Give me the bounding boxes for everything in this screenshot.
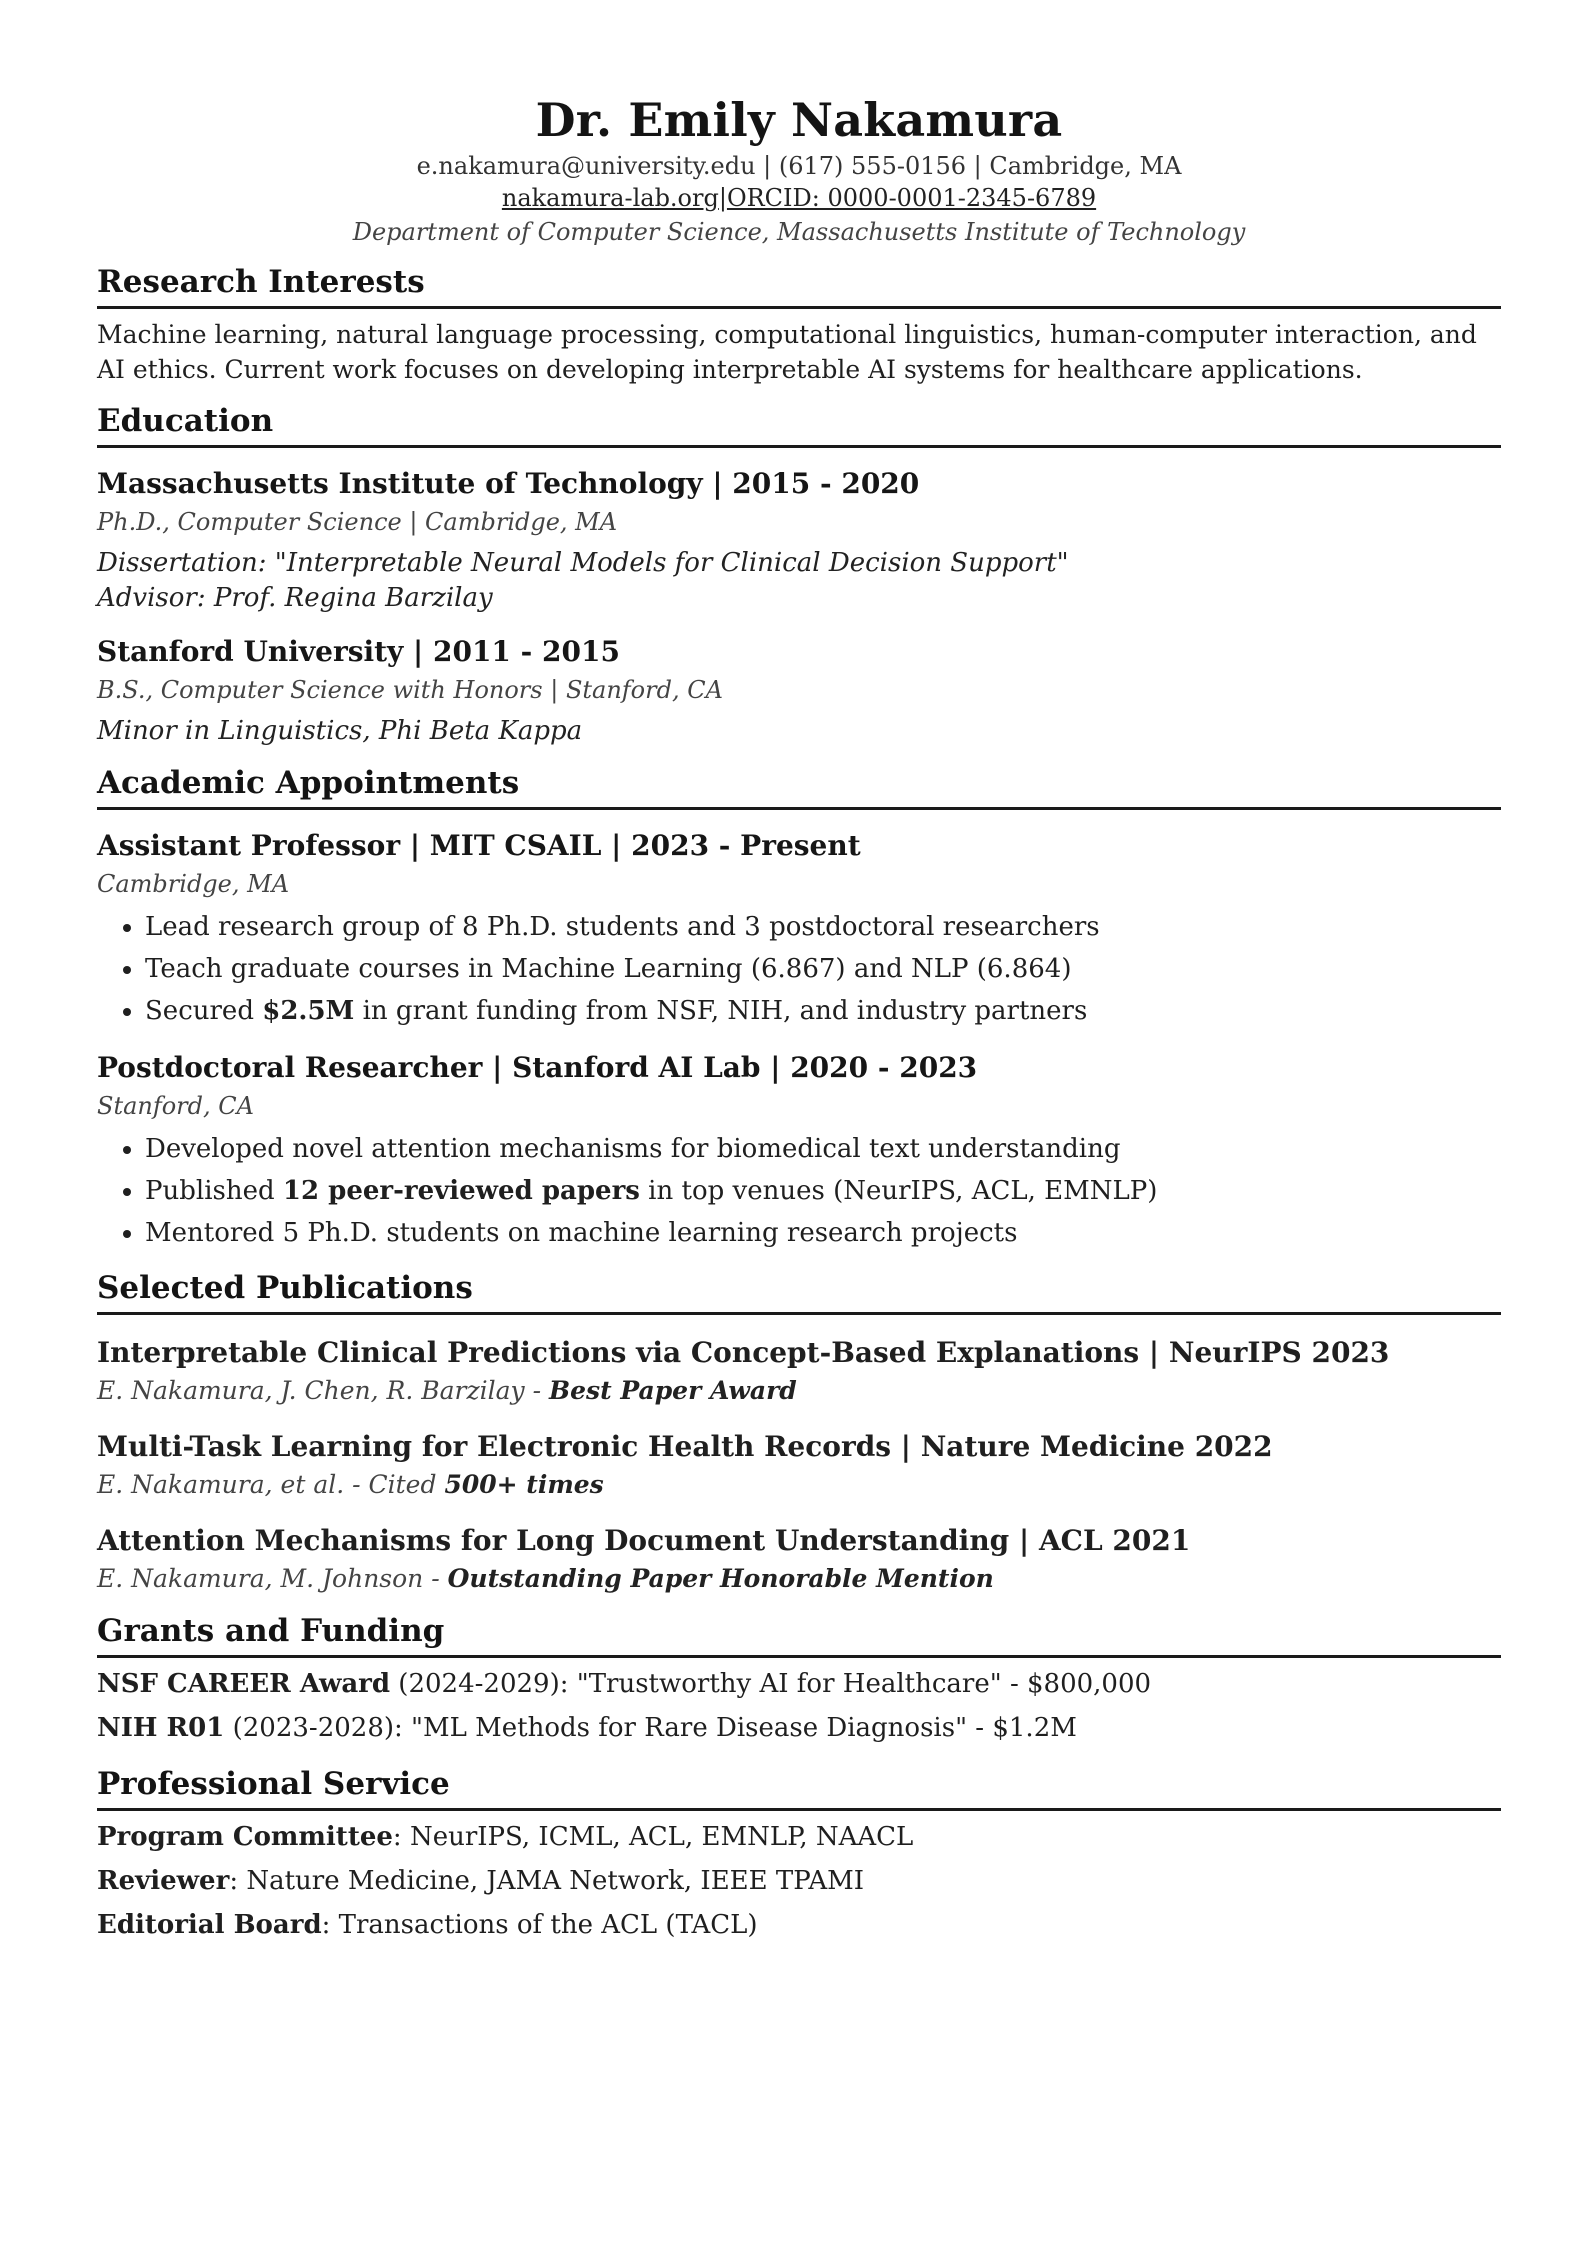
- bullet-item: • Lead research group of 8 Ph.D. students and 3 postdoctoral researchers: [145, 906, 1501, 948]
- grant-name: NIH R01: [97, 1713, 225, 1743]
- bullet-item: • Teach graduate courses in Machine Learning (6.867) and NLP (6.864): [145, 948, 1501, 990]
- grants-section: [97, 1611, 1501, 1750]
- appointment-entry: [97, 826, 1501, 1032]
- service-section: [97, 1764, 1501, 1947]
- education-degree: Ph.D., Computer Science | Cambridge, MA: [97, 508, 618, 536]
- publication-item: [97, 1521, 1501, 1597]
- department-line: Department of Computer Science, Massachusetts Institute of Technology: [352, 218, 1246, 246]
- education-title: Stanford University | 2011 - 2015: [97, 635, 620, 668]
- education-note: Advisor: Prof. Regina Barzilay: [97, 583, 493, 613]
- section-heading-publications: Selected Publications: [97, 1268, 1501, 1315]
- bullet-item: • Developed novel attention mechanisms for biomedical text understanding: [145, 1128, 1501, 1170]
- education-note: Minor in Linguistics, Phi Beta Kappa: [97, 716, 583, 746]
- publication-item: [97, 1427, 1501, 1503]
- section-heading-appointments: Academic Appointments: [97, 763, 1501, 810]
- section-heading-research: Research Interests: [97, 262, 1501, 309]
- cv-content: [97, 90, 1501, 1947]
- service-label: Reviewer: [97, 1866, 230, 1896]
- bullet-item: • Published 12 peer-reviewed papers in top venues (NeurIPS, ACL, EMNLP): [145, 1170, 1501, 1212]
- publication-authors: E. Nakamura, M. Johnson - Outstanding Paper Honorable Mention: [97, 1564, 994, 1593]
- appointment-location: Stanford, CA: [97, 1092, 254, 1120]
- cv-header: [97, 90, 1501, 250]
- bullet-emphasis: 12 peer-reviewed papers: [282, 1176, 640, 1206]
- orcid-link[interactable]: ORCID: 0000-0001-2345-6789: [726, 184, 1097, 212]
- education-degree: B.S., Computer Science with Honors | Stanford, CA: [97, 676, 723, 704]
- bullet-item: • Mentored 5 Ph.D. students on machine learning research projects: [145, 1212, 1501, 1254]
- publication-title: Interpretable Clinical Predictions via Concept-Based Explanations | NeurIPS 2023: [97, 1336, 1390, 1369]
- appointment-location: Cambridge, MA: [97, 870, 290, 898]
- publication-item: [97, 1333, 1501, 1409]
- appointments-section: [97, 763, 1501, 1254]
- grant-item: NSF CAREER Award (2024-2029): "Trustworthy AI for Healthcare" - $800,000: [97, 1669, 1152, 1699]
- appointment-title: Assistant Professor | MIT CSAIL | 2023 - Present: [97, 829, 861, 862]
- bullet-emphasis: $2.5M: [262, 996, 355, 1026]
- grant-name: NSF CAREER Award: [97, 1669, 391, 1699]
- education-entry: [97, 632, 1501, 749]
- service-item: Editorial Board: Transactions of the ACL (TACL): [97, 1910, 758, 1940]
- publication-authors: E. Nakamura, et al. - Cited 500+ times: [97, 1470, 604, 1499]
- publication-highlight: Best Paper Award: [549, 1376, 797, 1405]
- service-label: Editorial Board: [97, 1910, 322, 1940]
- education-note: Dissertation: "Interpretable Neural Models for Clinical Decision Support": [97, 548, 1069, 578]
- service-item: Reviewer: Nature Medicine, JAMA Network, IEEE TPAMI: [97, 1866, 865, 1896]
- research-text: Machine learning, natural language processing, computational linguistics, human-computer interaction, and AI ethics. Current work focuses on developing interpretable AI systems for healthcare applications.: [97, 320, 1477, 384]
- link-separator: |: [718, 184, 727, 212]
- appointment-entry: [97, 1048, 1501, 1254]
- section-heading-grants: Grants and Funding: [97, 1611, 1501, 1658]
- contact-line: e.nakamura@university.edu | (617) 555-0156 | Cambridge, MA: [416, 152, 1182, 180]
- appointment-bullets: [97, 1128, 1501, 1254]
- publication-highlight: 500+ times: [444, 1470, 604, 1499]
- education-section: [97, 401, 1501, 749]
- person-name: Dr. Emily Nakamura: [535, 93, 1063, 147]
- education-entry: [97, 464, 1501, 616]
- links-line: [97, 182, 1501, 214]
- appointment-title: Postdoctoral Researcher | Stanford AI Lab | 2020 - 2023: [97, 1051, 978, 1084]
- service-item: Program Committee: NeurIPS, ICML, ACL, EMNLP, NAACL: [97, 1822, 914, 1852]
- publication-title: Attention Mechanisms for Long Document Understanding | ACL 2021: [97, 1524, 1191, 1557]
- appointment-bullets: [97, 906, 1501, 1032]
- website-link[interactable]: nakamura-lab.org: [501, 184, 719, 212]
- publication-title: Multi-Task Learning for Electronic Health Records | Nature Medicine 2022: [97, 1430, 1273, 1463]
- publication-authors: E. Nakamura, J. Chen, R. Barzilay - Best Paper Award: [97, 1376, 797, 1405]
- research-section: [97, 262, 1501, 387]
- service-label: Program Committee: [97, 1822, 393, 1852]
- section-heading-service: Professional Service: [97, 1764, 1501, 1811]
- bullet-item: • Secured $2.5M in grant funding from NSF, NIH, and industry partners: [145, 990, 1501, 1032]
- publication-highlight: Outstanding Paper Honorable Mention: [447, 1564, 994, 1593]
- section-heading-education: Education: [97, 401, 1501, 448]
- education-title: Massachusetts Institute of Technology | 2015 - 2020: [97, 467, 920, 500]
- grant-item: NIH R01 (2023-2028): "ML Methods for Rare Disease Diagnosis" - $1.2M: [97, 1713, 1077, 1743]
- publications-section: [97, 1268, 1501, 1597]
